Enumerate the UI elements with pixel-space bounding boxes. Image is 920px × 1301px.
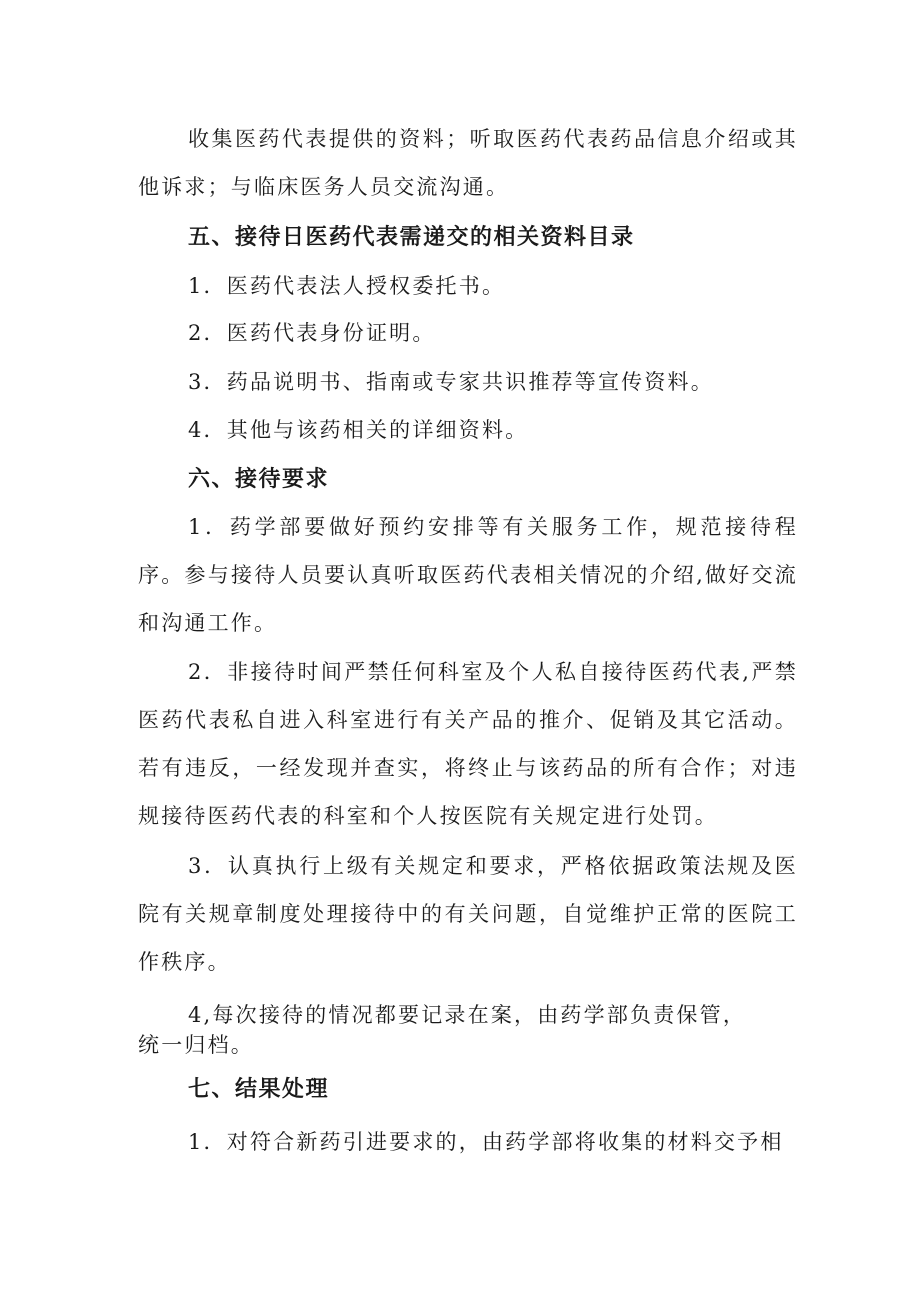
paragraph-requirement-1: 1．药学部要做好预约安排等有关服务工作，规范接待程序。参与接待人员要认真听取医药代表相关情况的介绍,做好交流和沟通工作。 <box>138 515 798 635</box>
paragraph-requirement-3: 3．认真执行上级有关规定和要求，严格依据政策法规及医院有关规章制度处理接待中的有关问题，自觉维护正常的医院工作秩序。 <box>138 854 798 974</box>
list-item: 2．医药代表身份证明。 <box>188 321 436 345</box>
section-heading-6: 六、接待要求 <box>188 467 330 492</box>
paragraph-result-1: 1．对符合新药引进要求的，由药学部将收集的材料交予相 <box>188 1130 784 1154</box>
paragraph-intro: 收集医药代表提供的资料；听取医药代表药品信息介绍或其他诉求；与临床医务人员交流沟通。 <box>138 127 798 199</box>
list-item: 3．药品说明书、指南或专家共识推荐等宣传资料。 <box>188 370 714 394</box>
paragraph-requirement-4-line2: 统一归档。 <box>138 1033 254 1057</box>
list-item: 4．其他与该药相关的详细资料。 <box>188 418 529 442</box>
section-heading-7: 七、结果处理 <box>188 1077 330 1102</box>
paragraph-requirement-2: 2．非接待时间严禁任何科室及个人私自接待医药代表,严禁医药代表私自进入科室进行有关产品的推介、促销及其它活动。若有违反，一经发现并查实，将终止与该药品的所有合作；对违规接待医药代表的科室和个人按医院有关规定进行处罚。 <box>138 660 798 828</box>
list-item: 1．医药代表法人授权委托书。 <box>188 274 506 298</box>
paragraph-requirement-4-line1: 4,每次接待的情况都要记录在案，由药学部负责保管， <box>188 1003 747 1027</box>
section-heading-5: 五、接待日医药代表需递交的相关资料目录 <box>188 225 635 250</box>
